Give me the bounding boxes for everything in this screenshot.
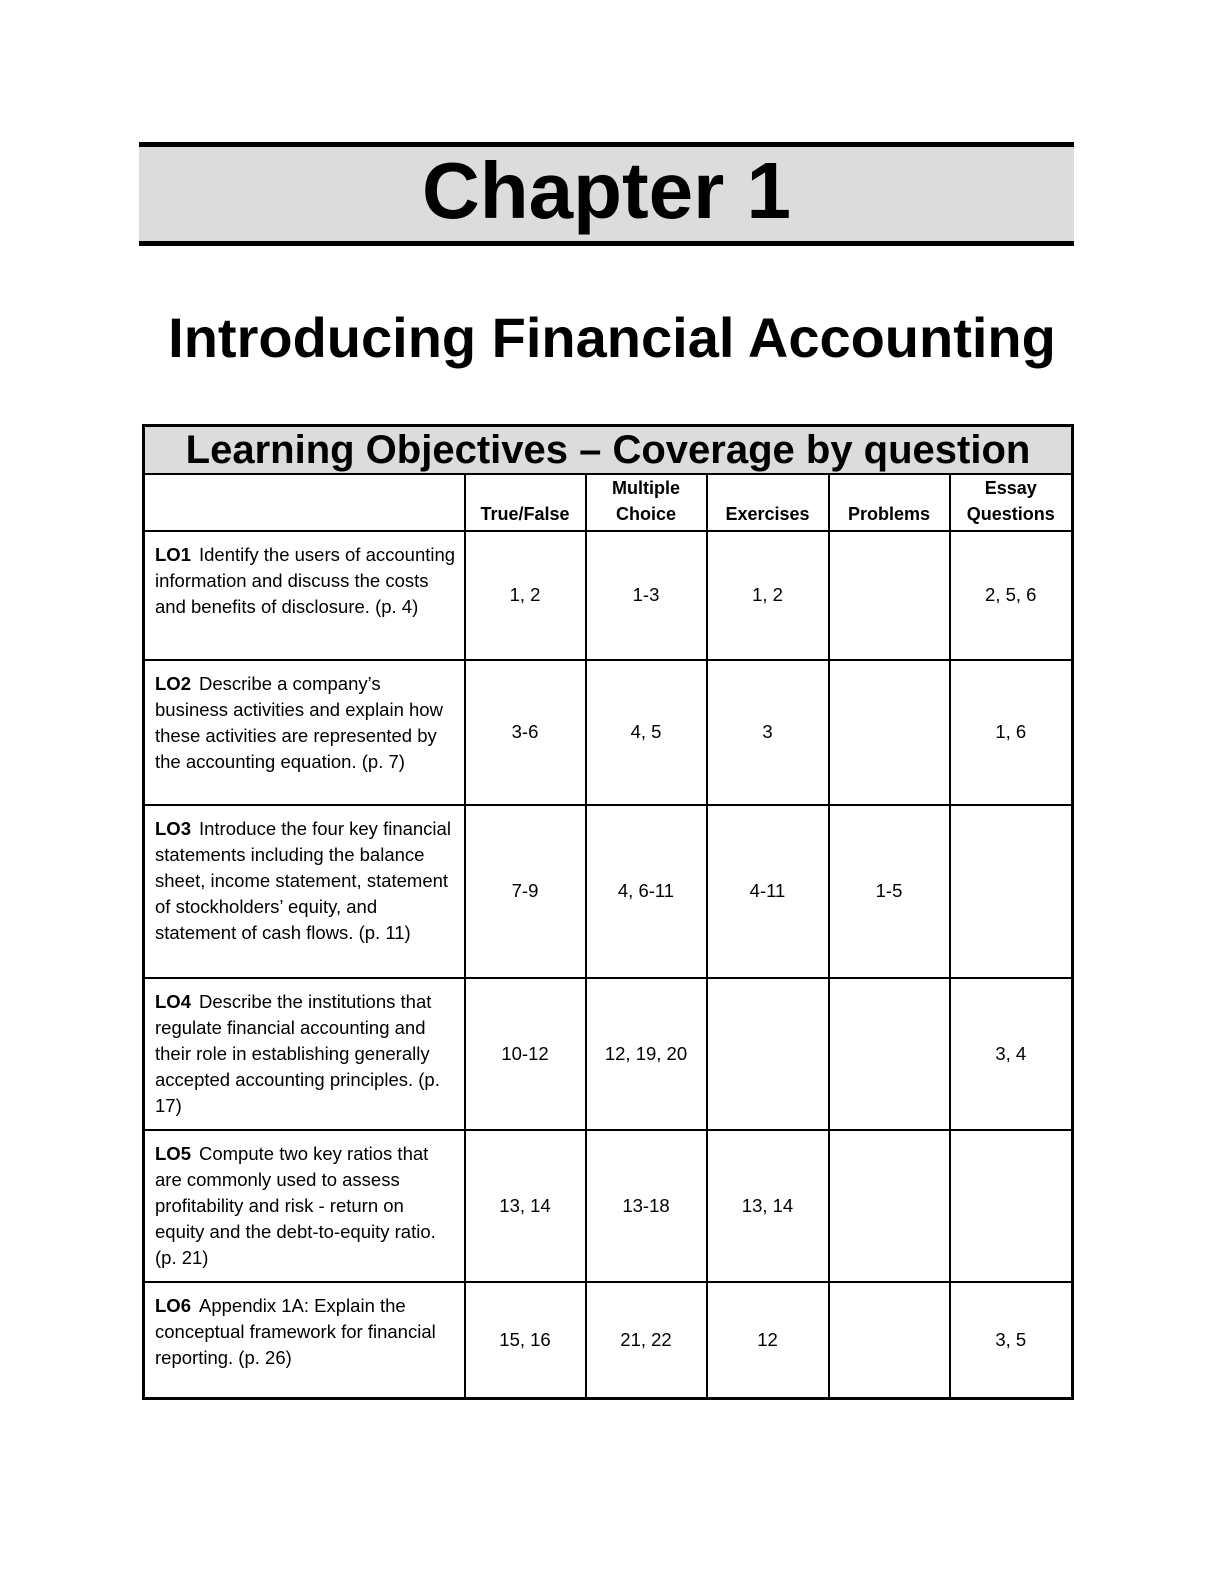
column-header-true-false (465, 474, 586, 531)
cell-problems: 1-5 (829, 805, 950, 978)
objective-code: LO6 (155, 1294, 191, 1316)
cell-problems (829, 978, 950, 1130)
column-header-multiple-choice (586, 474, 707, 531)
objective-text: Describe a company’s business activities and explain how these activities are represented by the accounting equation. (p. 7) (155, 672, 443, 772)
cell-multiple-choice: 12, 19, 20 (586, 978, 707, 1130)
cell-essay-questions: 1, 6 (950, 660, 1073, 805)
cell-true-false: 7-9 (465, 805, 586, 978)
column-header-empty (144, 474, 465, 531)
cell-problems (829, 531, 950, 660)
cell-multiple-choice: 4, 6-11 (586, 805, 707, 978)
objective-cell (144, 531, 465, 660)
table-row (144, 531, 1073, 660)
table-row (144, 805, 1073, 978)
page-title: Introducing Financial Accounting (168, 306, 1056, 369)
objective-text: Introduce the four key financial statements including the balance sheet, income statement, statement of stockholders’ equity, and statement of cash flows. (p. 11) (155, 817, 451, 943)
column-header-exercises (707, 474, 829, 531)
learning-objectives-table (142, 424, 1074, 1400)
objective-cell (144, 1130, 465, 1282)
column-header-line2: Choice (615, 503, 676, 524)
column-header-line1: Multiple (612, 477, 680, 498)
chapter-title: Chapter 1 (422, 146, 791, 235)
objective-code: LO2 (155, 672, 191, 694)
column-header-problems (829, 474, 950, 531)
objective-cell (144, 1282, 465, 1399)
cell-essay-questions (950, 1130, 1073, 1282)
cell-true-false: 10-12 (465, 978, 586, 1130)
cell-essay-questions: 2, 5, 6 (950, 531, 1073, 660)
cell-exercises: 4-11 (707, 805, 829, 978)
chapter-banner (139, 142, 1074, 246)
objective-text: Appendix 1A: Explain the conceptual framework for financial reporting. (p. 26) (155, 1294, 436, 1368)
table-caption: Learning Objectives – Coverage by question (144, 426, 1073, 474)
cell-problems (829, 1282, 950, 1399)
table-row (144, 660, 1073, 805)
column-header-line2: Exercises (725, 503, 810, 524)
column-header-line2: Questions (966, 503, 1055, 524)
cell-problems (829, 660, 950, 805)
cell-exercises: 1, 2 (707, 531, 829, 660)
cell-exercises: 12 (707, 1282, 829, 1399)
cell-essay-questions: 3, 4 (950, 978, 1073, 1130)
table-row (144, 978, 1073, 1130)
cell-exercises: 13, 14 (707, 1130, 829, 1282)
column-header-line2: Problems (847, 503, 931, 524)
objective-cell (144, 978, 465, 1130)
column-header-essay-questions (950, 474, 1073, 531)
cell-multiple-choice: 13-18 (586, 1130, 707, 1282)
cell-exercises (707, 978, 829, 1130)
column-header-line2: True/False (480, 503, 570, 524)
objective-code: LO3 (155, 817, 191, 839)
objective-text: Identify the users of accounting information and discuss the costs and benefits of disclosure. (p. 4) (155, 543, 456, 617)
column-header-line1: Essay (984, 477, 1037, 498)
cell-true-false: 15, 16 (465, 1282, 586, 1399)
cell-true-false: 1, 2 (465, 531, 586, 660)
cell-true-false: 13, 14 (465, 1130, 586, 1282)
table-row (144, 1282, 1073, 1399)
cell-multiple-choice: 21, 22 (586, 1282, 707, 1399)
cell-essay-questions: 3, 5 (950, 1282, 1073, 1399)
column-header-row (144, 474, 1073, 531)
cell-exercises: 3 (707, 660, 829, 805)
objective-text: Compute two key ratios that are commonly used to assess profitability and risk - return on equity and the debt-to-equity ratio. (p. 21) (155, 1142, 436, 1268)
objective-code: LO1 (155, 543, 191, 565)
objective-text: Describe the institutions that regulate financial accounting and their role in establishing generally accepted accounting principles. (p. 17) (155, 990, 440, 1116)
objective-cell (144, 805, 465, 978)
objective-code: LO4 (155, 990, 191, 1012)
cell-essay-questions (950, 805, 1073, 978)
objective-code: LO5 (155, 1142, 191, 1164)
objective-cell (144, 660, 465, 805)
cell-multiple-choice: 1-3 (586, 531, 707, 660)
cell-multiple-choice: 4, 5 (586, 660, 707, 805)
table-row (144, 1130, 1073, 1282)
cell-problems (829, 1130, 950, 1282)
cell-true-false: 3-6 (465, 660, 586, 805)
